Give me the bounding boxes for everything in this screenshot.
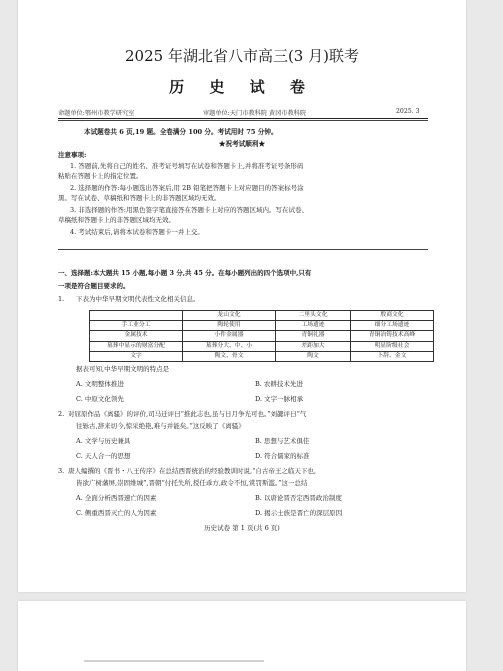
notice-line: 4. 考试结束后,请将本试卷和答题卡一并上交。 — [70, 228, 204, 236]
table-cell: 墓葬分大、中、小 — [183, 341, 276, 351]
table-row — [90, 321, 434, 331]
header-rule-2 — [58, 120, 428, 121]
question-stem: 唐人编撰的《晋书・八王传序》在总结西晋统治的经验教训时说,“自古帝王之临天下也, — [68, 467, 316, 475]
section-heading-cont: 一项是符合题目要求的。 — [58, 282, 130, 290]
option-b: B. 思想与艺术俱佳 — [255, 437, 310, 445]
table-cell: 文字 — [90, 351, 183, 361]
table-cell: 龙山文化 — [183, 311, 276, 321]
table-cell: 青铜礼器 — [276, 331, 351, 341]
option-d: D. 符合儒家的标准 — [255, 452, 310, 460]
notice-line: 粘贴在答题卡上的指定位置。 — [58, 172, 143, 180]
table-cell: 细分工场遗迹 — [351, 321, 434, 331]
option-a: A. 全面分析西晋速亡的因素 — [76, 494, 157, 502]
propose-unit: 命题单位:鄂州市教学研究室 — [58, 110, 135, 117]
table-header-row — [90, 311, 434, 321]
question-stem-cont: 往轹古,辞来切今,惊采绝艳,难与并能矣。”这反映了《离骚》 — [76, 422, 245, 430]
option-a: A. 文学与历史兼具 — [76, 437, 131, 445]
table-cell: 金属技术 — [90, 331, 183, 341]
option-c: C. 天人合一的思想 — [76, 452, 131, 460]
option-c: C. 侧重西晋灭亡的人为因素 — [76, 509, 157, 517]
table-cell: 陶轮使用 — [183, 321, 276, 331]
question-stem: 下表为中华早期文明代表性文化相关信息。 — [76, 295, 200, 303]
table-cell: 明显阶级社会 — [351, 341, 434, 351]
question-stem-cont: 皆欲广树藩屏,崇固维城”,晋朝“付托失所,授任乖方,政令不恒,赏罚斯滥。”这一总结 — [76, 479, 308, 487]
notice-line: 2. 选择题的作答:每小题选出答案后,用 2B 铅笔把答题卡上对应题目的答案标号涂 — [70, 184, 304, 192]
notice-line: 草稿纸和答题卡上的非答题区域均无效。 — [58, 216, 175, 224]
option-a: A. 文明整体推进 — [76, 380, 124, 388]
culture-table — [89, 310, 434, 362]
question-stem: 对屈原作品《离骚》的评价,司马迁评曰“推此志也,虽与日月争光可也。”刘勰评曰“气 — [68, 410, 307, 418]
table-cell: 青铜冶铸技术高峰 — [351, 331, 434, 341]
page-footer: 历史试卷 第 1 页(共 6 页) — [204, 524, 280, 532]
question-prompt: 据表可知,中华早期文明的特点是 — [76, 365, 170, 373]
review-unit: 审题单位:天门市教科院 黄冈市教科院 — [203, 110, 307, 117]
table-row — [90, 351, 434, 361]
table-cell: 墓葬中显示的财富分配 — [90, 341, 183, 351]
table-cell: 陶文 — [276, 351, 351, 361]
question-number: 1. — [58, 295, 65, 303]
exam-title: 2025 年湖北省八市高三(3 月)联考 — [125, 47, 359, 65]
option-d: D. 文字一脉相承 — [255, 395, 304, 403]
option-d: D. 揭示士族是晋亡的深层原因 — [255, 509, 343, 517]
table-cell: 卜辞、金文 — [351, 351, 434, 361]
table-cell: 二里头文化 — [276, 311, 351, 321]
question-number: 3. — [58, 467, 65, 475]
option-b: B. 以唐论晋否定西晋政治制度 — [255, 494, 342, 502]
table-row — [90, 341, 434, 351]
table-cell: 殷商文化 — [351, 311, 434, 321]
confidential-mark: ★祝考试顺利★ — [218, 140, 266, 148]
table-cell — [90, 311, 183, 321]
table-cell: 差距加大 — [276, 341, 351, 351]
exam-subtitle: 历 史 试 卷 — [169, 78, 315, 96]
notice-line: 黑。写在试卷、草稿纸和答题卡上的非答题区域均无效。 — [58, 194, 221, 202]
exam-page-1 — [18, 0, 466, 592]
table-cell: 陶文、骨文 — [183, 351, 276, 361]
notice-rule — [58, 249, 428, 250]
table-cell: 工场遗迹 — [276, 321, 351, 331]
exam-date: 2025. 3 — [396, 108, 420, 115]
next-page-content — [84, 660, 264, 662]
section-heading: 一、选择题:本大题共 15 小题,每小题 3 分,共 45 分。在每小题列出的四个选项中,只有 — [58, 269, 312, 277]
notice-heading: 注意事项: — [58, 151, 87, 159]
header-rule — [58, 118, 428, 119]
exam-summary: 本试题卷共 6 页,19 题。全卷满分 100 分。考试用时 75 分钟。 — [84, 128, 278, 136]
notice-line: 3. 非选择题的作答:用黑色签字笔直接答在答题卡上对应的答题区域内。写在试卷、 — [70, 206, 308, 214]
table-row — [90, 331, 434, 341]
option-b: B. 农耕技术先进 — [255, 380, 303, 388]
table-cell: 手工业分工 — [90, 321, 183, 331]
option-c: C. 中原文化领先 — [76, 395, 124, 403]
notice-line: 1. 答题前,先将自己的姓名、准考证号填写在试卷和答题卡上,并将准考证号条形码 — [70, 162, 304, 170]
question-number: 2. — [58, 410, 65, 418]
table-cell: 小件金属器 — [183, 331, 276, 341]
